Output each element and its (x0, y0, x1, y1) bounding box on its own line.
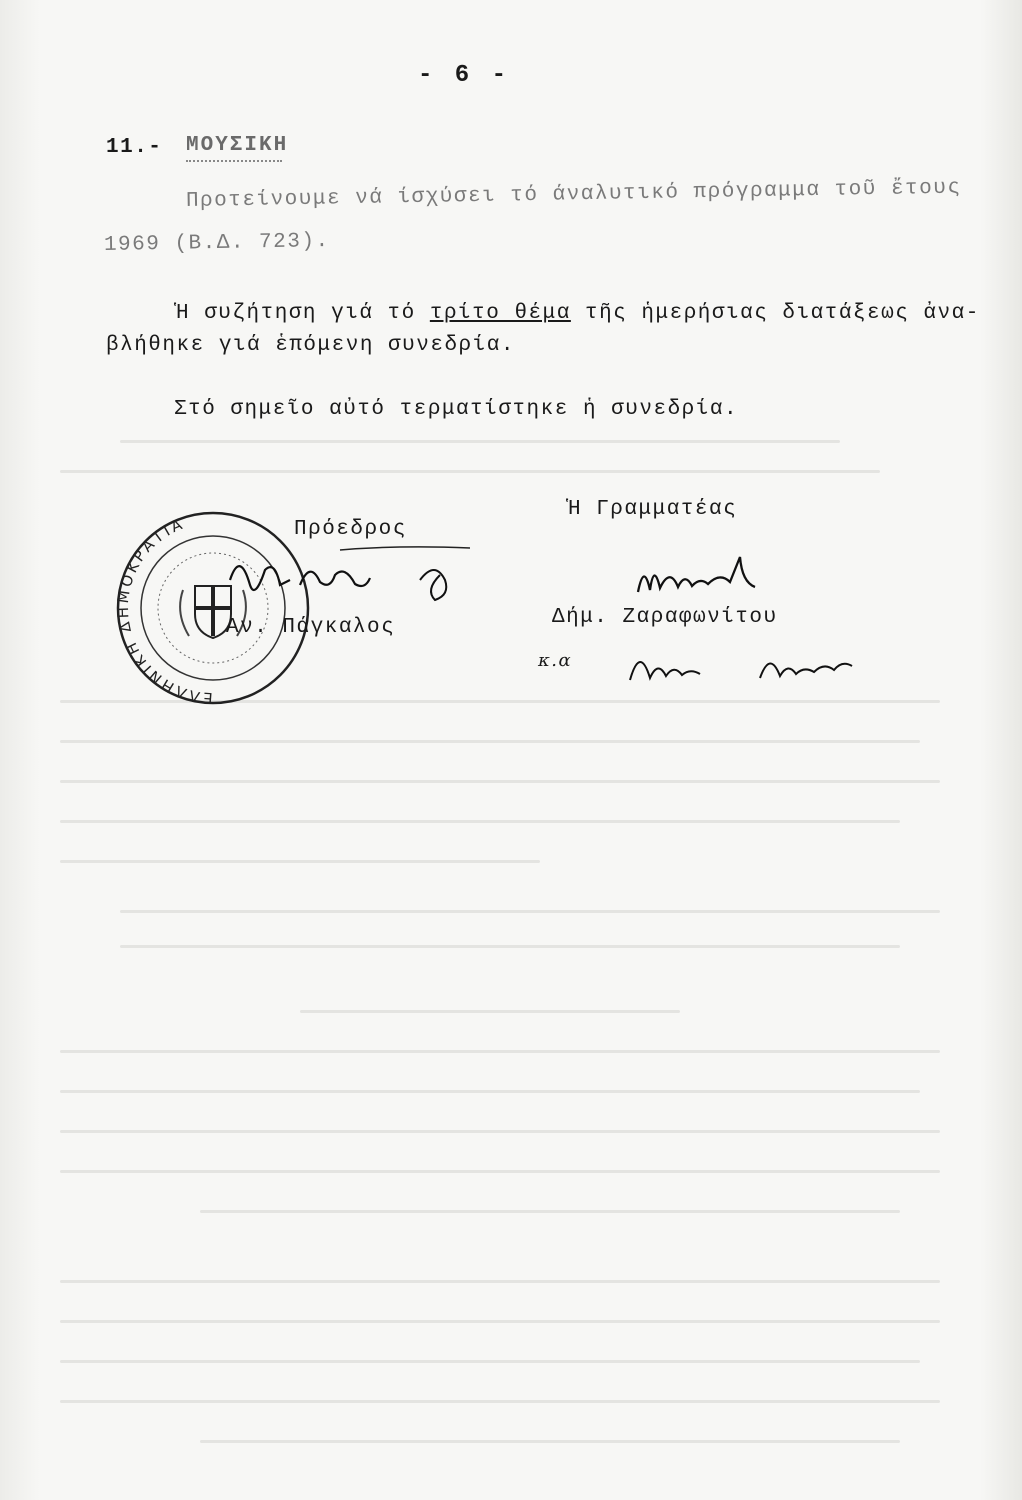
president-name: Αν. Πάγκαλος (226, 616, 396, 639)
deputy-prefix: κ.α (538, 650, 573, 671)
section-title-underline (186, 160, 282, 162)
secretary-signature (630, 552, 780, 602)
paragraph-3: Στό σημεῖο αὐτό τερματίστηκε ἡ συνεδρία. (174, 398, 739, 421)
president-label: Πρόεδρος (294, 518, 407, 541)
secretary-name: Δήμ. Ζαραφωνίτου (552, 606, 778, 629)
president-signature (220, 540, 480, 620)
secretary-label: Ἡ Γραμματέας (568, 498, 738, 521)
seal-text: ΕΛΛΗΝΙΚΗ ΔΗΜΟΚΡΑΤΙΑ (113, 514, 214, 708)
paragraph-1-line-2: 1969 (Β.Δ. 723). (103, 230, 330, 257)
paragraph-1-line-1: Προτείνουμε νά ίσχύσει τό άναλυτικό πρόγραμμα τοῦ ἔτους (185, 176, 962, 213)
section-number: 11.- (106, 136, 163, 159)
paragraph-2-pre: Ἡ συζήτηση γιά τό (176, 302, 430, 325)
deputy-signature (620, 640, 860, 690)
paragraph-2-line-1 (176, 302, 980, 325)
page-number: - 6 - (418, 62, 511, 89)
section-title: ΜΟΥΣΙΚΗ (186, 134, 289, 157)
paragraph-2-line-2: βλήθηκε γιά ἑπόμενη συνεδρία. (106, 334, 515, 357)
paragraph-2-underlined: τρίτο θέμα (429, 302, 571, 325)
paragraph-2-post: τῆς ἡμερήσιας διατάξεως ἀνα- (570, 302, 980, 325)
